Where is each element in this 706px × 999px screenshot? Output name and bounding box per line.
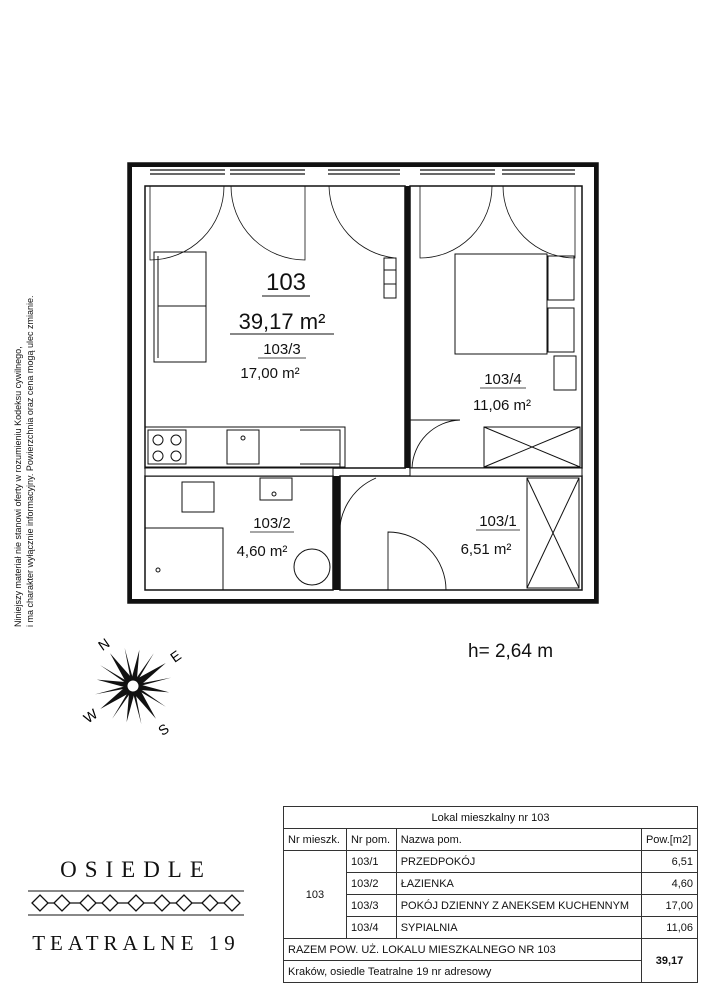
table-address-row — [284, 961, 698, 983]
apartment-no-cell: 103 — [284, 851, 347, 939]
row-room-no: 103/3 — [346, 895, 396, 917]
brand-line-2: TEATRALNE 19 — [32, 931, 240, 955]
room-103-1-area: 6,51 m² — [460, 541, 512, 558]
room-103-2-area: 4,60 m² — [236, 543, 288, 560]
table-row — [284, 851, 698, 873]
compass-rose-icon — [51, 605, 214, 769]
total-value: 39,17 — [641, 939, 697, 983]
table-header-row — [284, 829, 698, 851]
ceiling-height: h= 2,64 m — [468, 641, 554, 662]
table-total-row — [284, 939, 698, 961]
compass-east: E — [167, 646, 185, 666]
row-room-area: 17,00 — [641, 895, 697, 917]
row-room-no: 103/1 — [346, 851, 396, 873]
disclaimer-line-1: Niniejszy materiał nie stanowi oferty w rozumieniu Kodeksu cywilnego, — [13, 346, 23, 627]
header-room-name: Nazwa pom. — [396, 829, 641, 851]
apartment-number: 103 — [265, 269, 307, 296]
row-room-name: PRZEDPOKÓJ — [396, 851, 641, 873]
address: Kraków, osiedle Teatralne 19 nr adresowy — [284, 961, 642, 983]
disclaimer — [12, 257, 36, 627]
row-room-area: 6,51 — [641, 851, 697, 873]
row-room-name: SYPIALNIA — [396, 917, 641, 939]
hallway-outline — [340, 476, 582, 590]
header-apartment-no: Nr mieszk. — [284, 829, 347, 851]
row-room-name: ŁAZIENKA — [396, 873, 641, 895]
brand-ornament-icon — [28, 890, 244, 916]
compass-south: S — [154, 720, 172, 739]
room-103-3-id: 103/3 — [263, 341, 301, 358]
row-room-area: 4,60 — [641, 873, 697, 895]
room-103-3-area: 17,00 m² — [240, 365, 300, 382]
header-room-no: Nr pom. — [346, 829, 396, 851]
table-title: Lokal mieszkalny nr 103 — [284, 807, 698, 829]
row-room-no: 103/4 — [346, 917, 396, 939]
bedroom-outline — [410, 186, 582, 468]
header-area: Pow.[m2] — [641, 829, 697, 851]
table-row — [284, 873, 698, 895]
compass-north: N — [95, 634, 113, 654]
bathroom-outline — [145, 476, 333, 590]
total-label: RAZEM POW. UŻ. LOKALU MIESZKALNEGO NR 103 — [284, 939, 642, 961]
row-room-no: 103/2 — [346, 873, 396, 895]
row-room-name: POKÓJ DZIENNY Z ANEKSEM KUCHENNYM — [396, 895, 641, 917]
apartment-total-area: 39,17 m² — [238, 309, 326, 334]
room-103-4-area: 11,06 m² — [472, 397, 532, 414]
row-room-area: 11,06 — [641, 917, 697, 939]
room-103-4-id: 103/4 — [484, 371, 522, 388]
brand-line-1: OSIEDLE — [60, 857, 212, 882]
area-summary-table — [283, 806, 698, 983]
table-row — [284, 917, 698, 939]
room-103-1-id: 103/1 — [479, 513, 517, 530]
room-103-2-id: 103/2 — [253, 515, 291, 532]
compass-west: W — [80, 705, 101, 727]
disclaimer-line-2: i ma charakter wyłącznie informacyjny. Powierzchnia oraz cena mogą ulec zmianie. — [25, 295, 35, 627]
table-row — [284, 895, 698, 917]
